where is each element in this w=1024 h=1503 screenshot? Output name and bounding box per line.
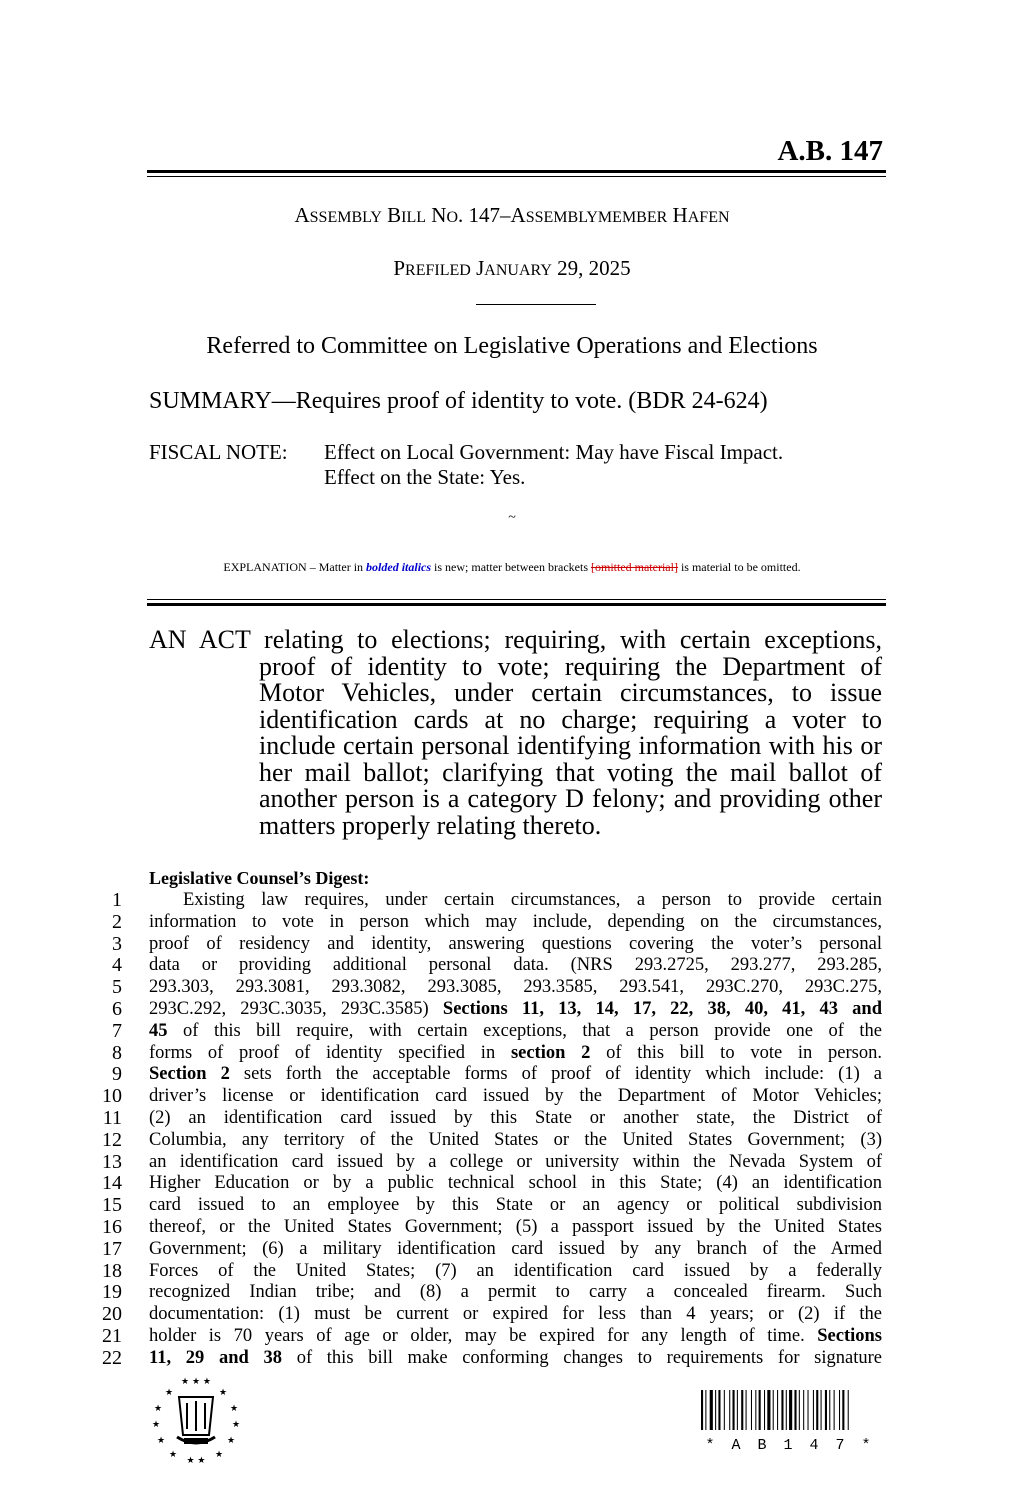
- digest-line-number: 5: [112, 976, 122, 999]
- digest-title: Legislative Counsel’s Digest:: [149, 868, 370, 888]
- barcode-bar: [799, 1390, 800, 1430]
- explanation-omitted: [omitted material]: [590, 560, 678, 574]
- digest-line-text: [149, 1043, 882, 1065]
- digest-line: [92, 999, 882, 1021]
- digest-line-number: 16: [102, 1215, 122, 1238]
- svg-text:★: ★: [231, 1420, 241, 1430]
- digest-bold-text: Sections: [817, 1325, 882, 1346]
- digest-line-number: 9: [112, 1063, 122, 1086]
- digest-line-number: 11: [102, 1106, 122, 1129]
- digest-line-number: 10: [102, 1085, 122, 1108]
- header-rule-thick: [147, 170, 886, 173]
- digest-text: of this bill make conforming changes to requirements for signature: [282, 1347, 882, 1368]
- digest-line-text: [149, 1152, 882, 1174]
- fiscal-state-effect: Effect on the State: Yes.: [324, 465, 526, 489]
- digest-line-text: [149, 1086, 882, 1108]
- digest-line-text: [149, 934, 882, 956]
- digest-line: [92, 1239, 882, 1261]
- digest-line-text: [149, 1108, 882, 1130]
- digest-line: [92, 1108, 882, 1130]
- digest-line: [92, 1021, 882, 1043]
- assembly-bill-line: ASSEMBLY BILL NO. 147–ASSEMBLYMEMBER HAFEN: [294, 203, 730, 227]
- barcode-bar: [803, 1390, 804, 1430]
- barcode-bar: [821, 1390, 822, 1430]
- svg-text:★: ★: [156, 1436, 166, 1446]
- svg-text:★ ★ ★: ★ ★ ★: [181, 1377, 211, 1387]
- digest-text: sets forth the acceptable forms of proof of identity which include: (1) a: [229, 1064, 882, 1085]
- digest-bold-text: 11, 29 and 38: [149, 1347, 282, 1368]
- digest-text: information to vote in person which may include, depending on the circumstances,: [149, 911, 882, 932]
- digest-line-text: [149, 1217, 882, 1239]
- barcode-bar: [786, 1390, 787, 1430]
- digest-line: [92, 1348, 882, 1370]
- digest-line-number: 19: [102, 1281, 122, 1304]
- barcode-bar: [701, 1390, 703, 1430]
- barcode-bar: [794, 1390, 796, 1430]
- barcode-bar: [789, 1390, 792, 1430]
- digest-text: 293C.292, 293C.3035, 293C.3585): [149, 998, 443, 1019]
- barcode-bar: [751, 1390, 752, 1430]
- digest-text: of this bill to vote in person.: [590, 1042, 882, 1063]
- barcode-bar: [773, 1390, 774, 1430]
- digest-line: [92, 890, 882, 912]
- digest-line-number: 12: [102, 1128, 122, 1151]
- digest-line: [92, 1304, 882, 1326]
- explanation-middle: is new; matter between brackets: [431, 560, 591, 574]
- digest-line: [92, 1086, 882, 1108]
- digest-line: [92, 1152, 882, 1174]
- digest-line-number: 4: [112, 954, 122, 977]
- prefiled-line: PREFILED JANUARY 29, 2025: [393, 256, 631, 280]
- digest-line: [92, 977, 882, 999]
- svg-text:★: ★: [168, 1450, 178, 1460]
- barcode-bar: [718, 1390, 720, 1430]
- digest-text: Forces of the United States; (7) an identification card issued by a federally: [149, 1260, 882, 1281]
- barcode-bar: [842, 1390, 844, 1430]
- digest-line-text: [149, 977, 882, 999]
- barcode-text: * A B 1 4 7 *: [705, 1437, 875, 1454]
- digest-line-text: [149, 1326, 882, 1348]
- digest-line-number: 17: [102, 1237, 122, 1260]
- digest-text: data or providing additional personal data. (NRS 293.2725, 293.277, 293.285,: [149, 955, 882, 976]
- barcode-bar: [724, 1390, 725, 1430]
- bill-number: A.B. 147: [777, 135, 883, 167]
- barcode-bar: [710, 1390, 713, 1430]
- digest-line-text: [149, 1348, 882, 1370]
- digest-line-text: [149, 1261, 882, 1283]
- digest-line: [92, 955, 882, 977]
- barcode-bar: [733, 1390, 735, 1430]
- digest-line-number: 8: [112, 1041, 122, 1064]
- digest-line: [92, 934, 882, 956]
- explanation-bolded-italics: bolded italics: [366, 560, 432, 574]
- barcode-bar: [737, 1390, 738, 1430]
- barcode-bar: [767, 1390, 770, 1430]
- digest-line-text: [149, 999, 882, 1021]
- svg-text:★: ★: [229, 1404, 239, 1414]
- act-title: [149, 627, 882, 839]
- digest-text: Existing law requires, under certain circumstances, a person to provide certain: [183, 890, 882, 910]
- digest-line: [92, 1282, 882, 1304]
- digest-line-number: 18: [102, 1259, 122, 1282]
- digest-text: documentation: (1) must be current or expired for less than 4 years; or (2) if the: [149, 1304, 882, 1325]
- barcode-bar: [829, 1390, 830, 1430]
- digest-line-text: [149, 1130, 882, 1152]
- digest-line-text: [149, 890, 882, 912]
- digest-text: driver’s license or identification card issued by the Department of Motor Vehicles;: [149, 1086, 882, 1107]
- digest-line-text: [149, 1021, 882, 1043]
- explanation-prefix: EXPLANATION – Matter in: [223, 560, 367, 574]
- barcode-bar: [715, 1390, 716, 1430]
- digest-line-number: 2: [112, 910, 122, 933]
- barcode-bar: [808, 1390, 809, 1430]
- svg-text:★: ★: [214, 1450, 224, 1460]
- digest-line-number: 15: [102, 1194, 122, 1217]
- barcode-bar: [755, 1390, 756, 1430]
- digest-line: [92, 1130, 882, 1152]
- short-divider: [476, 304, 596, 305]
- barcode-bar: [781, 1390, 783, 1430]
- barcode-bar: [813, 1390, 814, 1430]
- digest-text: (2) an identification card issued by this State or another state, the District of: [149, 1107, 882, 1128]
- barcode-bar: [834, 1390, 835, 1430]
- digest-line: [92, 1217, 882, 1239]
- digest-line: [92, 912, 882, 934]
- svg-text:★: ★: [226, 1436, 236, 1446]
- digest-line-number: 13: [102, 1150, 122, 1173]
- digest-bold-text: 45: [149, 1020, 168, 1041]
- digest-line-text: [149, 955, 882, 977]
- barcode-bar: [839, 1390, 840, 1430]
- digest-line-number: 1: [112, 889, 122, 911]
- barcode-bar: [816, 1390, 818, 1430]
- digest-line: [92, 1261, 882, 1283]
- fiscal-local-effect: Effect on Local Government: May have Fiscal Impact.: [324, 440, 784, 464]
- digest-line-number: 6: [112, 997, 122, 1020]
- digest-text: 293.303, 293.3081, 293.3082, 293.3085, 293.3585, 293.541, 293C.270, 293C.275,: [149, 977, 882, 998]
- act-body: proof of identity to vote; requiring the Department of Motor Vehicles, under certain circumstances, to issue identification cards at no charge; requiring a voter to include certain personal identifying information with his or her mail ballot; clarifying that voting the mail ballot of another person is a category D felony; and providing other matters properly relating thereto.: [259, 651, 882, 840]
- referred-committee: Referred to Committee on Legislative Operations and Elections: [206, 333, 818, 359]
- digest-line-number: 21: [102, 1324, 122, 1347]
- digest-text: an identification card issued by a college or university within the Nevada System of: [149, 1151, 882, 1172]
- digest-line: [92, 1064, 882, 1086]
- digest-line-text: [149, 1282, 882, 1304]
- digest-line-text: [149, 1064, 882, 1086]
- digest-text: proof of residency and identity, answering questions covering the voter’s personal: [149, 933, 882, 954]
- barcode: [701, 1390, 879, 1430]
- digest-line: [92, 1173, 882, 1195]
- header-rule-thin: [147, 176, 886, 177]
- barcode-bar: [759, 1390, 761, 1430]
- explanation-rule-thick: [147, 603, 886, 606]
- digest-body: [92, 890, 882, 1370]
- digest-text: recognized Indian tribe; and (8) a permit to carry a concealed firearm. Such: [149, 1282, 882, 1303]
- bill-summary: SUMMARY—Requires proof of identity to vote. (BDR 24-624): [149, 388, 768, 414]
- explanation-suffix: is material to be omitted.: [677, 560, 801, 574]
- barcode-bar: [746, 1390, 747, 1430]
- digest-text: card issued to an employee by this State or an agency or political subdivision: [149, 1195, 882, 1216]
- digest-line: [92, 1326, 882, 1348]
- barcode-bar: [777, 1390, 778, 1430]
- digest-line-text: [149, 1195, 882, 1217]
- tilde-mark: ~: [508, 510, 516, 525]
- digest-line-number: 3: [112, 932, 122, 955]
- digest-bold-text: section 2: [510, 1042, 591, 1063]
- act-first-line: AN ACT relating to elections; requiring, with certain exceptions,: [149, 625, 882, 654]
- digest-line-number: 7: [112, 1019, 122, 1042]
- digest-text: Higher Education or by a public technical school in this State; (4) an identification: [149, 1173, 882, 1194]
- digest-line: [92, 1195, 882, 1217]
- fiscal-note-label: FISCAL NOTE:: [149, 440, 288, 464]
- explanation-rule-thin: [147, 599, 886, 600]
- barcode-bar: [825, 1390, 827, 1430]
- barcode-bar: [729, 1390, 730, 1430]
- digest-line-text: [149, 1304, 882, 1326]
- svg-text:★: ★: [151, 1420, 161, 1430]
- svg-text:★: ★: [164, 1388, 174, 1398]
- barcode-bar: [705, 1390, 706, 1430]
- barcode-bar: [848, 1390, 849, 1430]
- barcode-bar: [741, 1390, 743, 1430]
- digest-line-text: [149, 912, 882, 934]
- digest-bold-text: Section 2: [149, 1064, 230, 1085]
- digest-text: forms of proof of identity specified in: [149, 1042, 511, 1063]
- svg-text:★: ★: [218, 1388, 228, 1398]
- digest-text: holder is 70 years of age or older, may be expired for any length of time.: [149, 1325, 818, 1346]
- digest-line-number: 22: [102, 1346, 122, 1369]
- svg-text:★: ★: [153, 1404, 163, 1414]
- digest-text: thereof, or the United States Government; (5) a passport issued by the United States: [149, 1216, 882, 1237]
- digest-bold-text: Sections 11, 13, 14, 17, 22, 38, 40, 41, 43 and: [442, 998, 882, 1019]
- barcode-bar: [764, 1390, 765, 1430]
- svg-text:★ ★: ★ ★: [186, 1456, 206, 1463]
- digest-line: [92, 1043, 882, 1065]
- digest-text: Government; (6) a military identification card issued by any branch of the Armed: [149, 1238, 882, 1259]
- digest-line-number: 20: [102, 1303, 122, 1326]
- digest-line-number: 14: [102, 1172, 122, 1195]
- digest-text: of this bill require, with certain exceptions, that a person provide one of the: [167, 1020, 882, 1041]
- explanation-line: [0, 560, 1024, 575]
- nevada-state-seal-icon: [149, 1375, 243, 1463]
- digest-line-text: [149, 1173, 882, 1195]
- digest-line-text: [149, 1239, 882, 1261]
- digest-text: Columbia, any territory of the United States or the United States Government; (3): [149, 1129, 882, 1150]
